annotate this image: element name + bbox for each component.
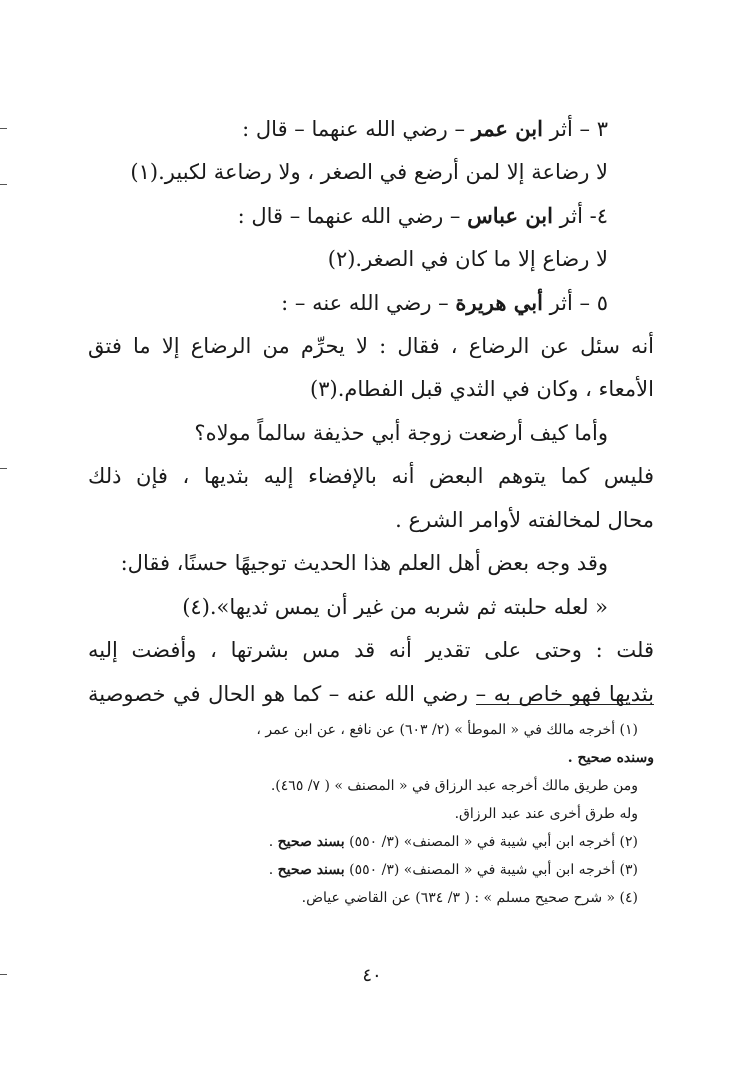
item-number: ٣ – أثر — [542, 117, 608, 141]
footnote-line: وله طرق أخرى عند عبد الرزاق. — [454, 806, 638, 822]
text-line: فليس كما يتوهم البعض أنه بالإفضاء إليه بثديها ، فإن ذلك — [88, 464, 654, 488]
footnote-line: (٤) « شرح صحيح مسلم » : ( ٣/ ٦٣٤) عن القاضي عياض. — [301, 890, 638, 906]
text-span: بسند صحيح — [277, 862, 345, 878]
text-span: . — [268, 834, 278, 850]
main-text — [88, 107, 654, 716]
edge-mark — [0, 974, 7, 975]
item-number: ٤- أثر — [553, 204, 608, 228]
text-line: لا رضاعة إلا لمن أرضع في الصغر ، ولا رضاعة لكبير.(١) — [130, 159, 608, 184]
text-line: قلت : وحتى على تقدير أنه قد مس بشرتها ، وأفضت إليه — [88, 638, 654, 662]
footnote-line: وسنده صحيح . — [567, 750, 654, 766]
text-line — [88, 107, 654, 151]
narrator-name: ابن عباس — [467, 203, 553, 228]
text-line: محال لمخالفته لأوامر الشرع . — [395, 507, 654, 532]
text-line: بثديها فهو خاص به – رضي الله عنه – كما هو الحال في خصوصية — [88, 681, 654, 706]
page-number: ٤٠ — [362, 965, 382, 986]
text-span: – رضي الله عنهما – قال : — [242, 117, 472, 141]
text-line: لا رضاع إلا ما كان في الصغر.(٢) — [327, 246, 608, 271]
text-line: وقد وجه بعض أهل العلم هذا الحديث توجيهًا حسنًا، فقال: — [120, 551, 608, 575]
footnote-line — [88, 828, 654, 856]
footnote-line — [88, 856, 654, 884]
text-span: (٣) أخرجه ابن أبي شيبة في « المصنف» (٣/ ٥٥٠) — [344, 862, 638, 878]
text-line: الأمعاء ، وكان في الثدي قبل الفطام.(٣) — [310, 377, 654, 401]
footnote-line: (١) أخرجه مالك في « الموطأ » (٢/ ٦٠٣) عن نافع ، عن ابن عمر ، — [256, 722, 638, 738]
footnote-divider — [476, 704, 654, 705]
edge-mark — [0, 128, 7, 129]
text-line — [88, 194, 654, 238]
text-line: وأما كيف أرضعت زوجة أبي حذيفة سالماً مولاه؟ — [194, 420, 608, 445]
edge-mark — [0, 468, 7, 469]
narrator-name: أبي هريرة — [455, 290, 543, 315]
text-line: « لعله حلبته ثم شربه من غير أن يمس ثديها».(٤) — [182, 594, 608, 619]
text-span: – رضي الله عنه – : — [281, 291, 456, 315]
item-number: ٥ – أثر — [542, 291, 608, 315]
text-span: – رضي الله عنهما – قال : — [237, 204, 468, 228]
text-span: بسند صحيح — [277, 834, 345, 850]
text-span: . — [268, 862, 278, 878]
narrator-name: ابن عمر — [471, 116, 543, 141]
edge-mark — [0, 184, 7, 185]
footnotes — [88, 716, 654, 912]
text-span: (٢) أخرجه ابن أبي شيبة في « المصنف» (٣/ ٥٥٠) — [344, 834, 638, 850]
text-line: أنه سئل عن الرضاع ، فقال : لا يحرِّم من الرضاع إلا ما فتق — [88, 333, 654, 358]
text-line — [88, 281, 654, 325]
footnote-line: ومن طريق مالك أخرجه عبد الرزاق في « المصنف » ( ٧/ ٤٦٥). — [270, 778, 638, 794]
